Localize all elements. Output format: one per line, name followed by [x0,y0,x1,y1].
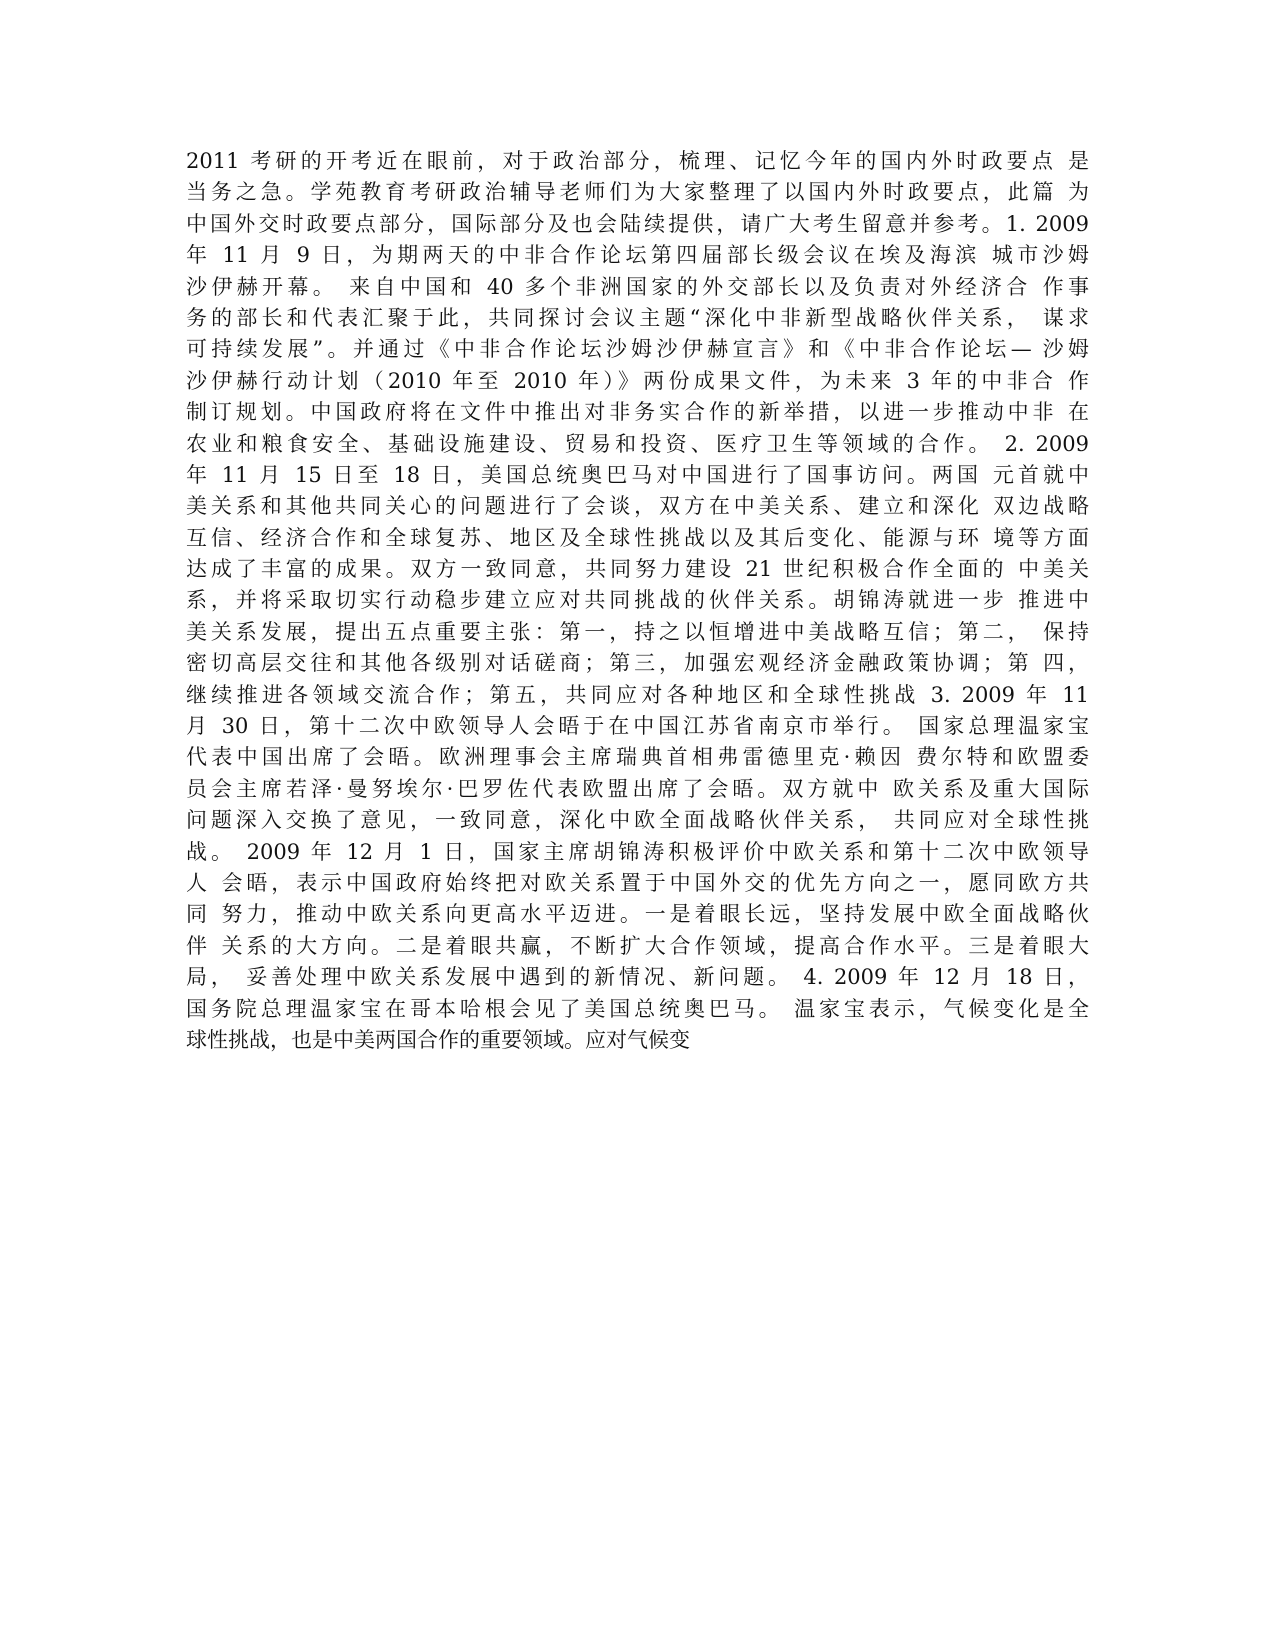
text-line: 互信、经济合作和全球复苏、地区及全球性挑战以及其后变化、能源与环 境等方面 [186,525,1089,550]
text-line: 达成了丰富的成果。双方一致同意，共同努力建设 21 世纪积极合作全面的 中美关 [186,557,1089,582]
text-line: 沙伊赫开幕。 来自中国和 40 多个非洲国家的外交部长以及负责对外经济合 作事 [186,274,1089,299]
article-body [186,146,1089,1056]
text-line: 可持续发展”。并通过《中非合作论坛沙姆沙伊赫宣言》和《中非合作论坛— 沙姆 [186,337,1089,362]
text-line: 务的部长和代表汇聚于此，共同探讨会议主题“深化中非新型战略伙伴关系， 谋求 [186,305,1089,330]
text-line: 继续推进各领域交流合作；第五，共同应对各种地区和全球性挑战 3. 2009 年 11 [186,682,1089,707]
text-line: 球性挑战，也是中美两国合作的重要领域。应对气候变 [186,1027,690,1052]
text-line: 当务之急。学苑教育考研政治辅导老师们为大家整理了以国内外时政要点，此篇 为 [186,180,1089,205]
text-line: 月 30 日，第十二次中欧领导人会晤于在中国江苏省南京市举行。 国家总理温家宝 [186,714,1089,739]
text-line: 系，并将采取切实行动稳步建立应对共同挑战的伙伴关系。胡锦涛就进一步 推进中 [186,588,1089,613]
text-line: 制订规划。中国政府将在文件中推出对非务实合作的新举措，以进一步推动中非 在 [186,400,1089,425]
text-line: 密切高层交往和其他各级别对话磋商；第三，加强宏观经济金融政策协调；第 四， [186,651,1089,676]
text-line: 年 11 月 15 日至 18 日，美国总统奥巴马对中国进行了国事访问。两国 元首就中 [186,462,1089,487]
text-line: 同 努力，推动中欧关系向更高水平迈进。一是着眼长远，坚持发展中欧全面战略伙 [186,902,1089,927]
text-line: 年 11 月 9 日，为期两天的中非合作论坛第四届部长级会议在埃及海滨 城市沙姆 [186,243,1089,268]
text-line: 伴 关系的大方向。二是着眼共赢，不断扩大合作领域，提高合作水平。三是着眼大 [186,933,1089,958]
text-line: 中国外交时政要点部分，国际部分及也会陆续提供，请广大考生留意并参考。1. 2009 [186,211,1089,236]
text-line: 代表中国出席了会晤。欧洲理事会主席瑞典首相弗雷德里克·赖因 费尔特和欧盟委 [186,745,1089,770]
text-line: 人 会晤，表示中国政府始终把对欧关系置于中国外交的优先方向之一，愿同欧方共 [186,870,1089,895]
text-line: 问题深入交换了意见，一致同意，深化中欧全面战略伙伴关系， 共同应对全球性挑 [186,808,1089,833]
text-line: 国务院总理温家宝在哥本哈根会见了美国总统奥巴马。 温家宝表示，气候变化是全 [186,996,1089,1021]
text-line: 员会主席若泽·曼努埃尔·巴罗佐代表欧盟出席了会晤。双方就中 欧关系及重大国际 [186,776,1089,801]
text-line: 局， 妥善处理中欧关系发展中遇到的新情况、新问题。 4. 2009 年 12 月 18 日， [186,965,1089,990]
text-line: 2011 考研的开考近在眼前，对于政治部分，梳理、记忆今年的国内外时政要点 是 [186,149,1089,173]
text-line: 战。 2009 年 12 月 1 日，国家主席胡锦涛积极评价中欧关系和第十二次中欧领导 [186,839,1089,864]
text-line: 美关系和其他共同关心的问题进行了会谈，双方在中美关系、建立和深化 双边战略 [186,494,1089,519]
text-line: 美关系发展，提出五点重要主张：第一，持之以恒增进中美战略互信；第二， 保持 [186,619,1089,644]
text-line: 沙伊赫行动计划（2010 年至 2010 年）》两份成果文件，为未来 3 年的中非合 作 [186,368,1089,393]
text-line: 农业和粮食安全、基础设施建设、贸易和投资、医疗卫生等领域的合作。 2. 2009 [186,431,1089,456]
